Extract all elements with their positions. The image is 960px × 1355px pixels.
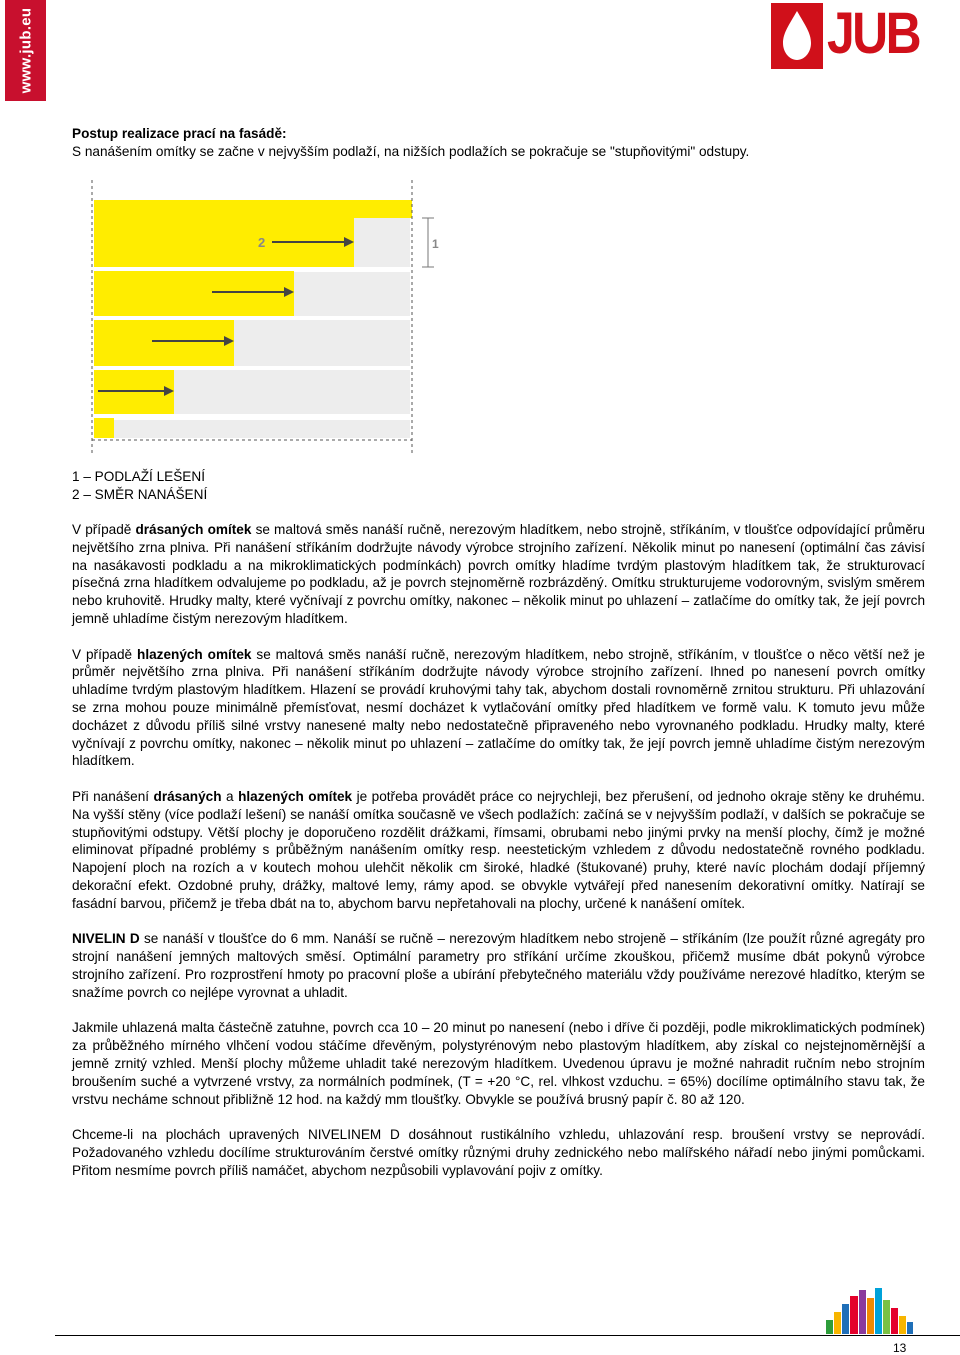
scaffold-line-3	[94, 366, 410, 370]
paragraph-smoothed: V případě hlazených omítek se maltová směs nanáší ručně, nerezovým hladítkem, nebo strojně, stříkáním, v tloušťce o něco větší než je průměr největšího zrna plniva. Při nanášení stříkáním dodržujte návody výrobce strojního zařízení. Ihned po nanesení povrch omítky uhladíme tvrdým plastovým hladítkem. Hlazení se provádí kruhovými tahy tak, abychom dostali rovnoměrně zrnitou strukturu. Při uhlazování se zrna mohou pouze minimálně přemísťovat, nesmí docházet k vytlačování omítky před hladítkem ve formě valu. K tomuto jevu může docházet z důvodu příliš silné vrstvy nanesené malty nebo nedostatečně připraveného nebo vyrovnaného podkladu. Hrudky malty, které vyčnívají z povrchu omítky, nakonec – několik minut po uhlazení – zatlačíme do omítky tak, že její povrch jemně uhladíme čistým nerezovým hladítkem.	[72, 646, 925, 769]
section-intro: S nanášením omítky se začne v nejvyšším podlaží, na nižších podlažích se pokračuje se "stupňovitými" odstupy.	[72, 143, 750, 159]
paragraph-scratched: V případě drásaných omítek se maltová směs nanáší ručně, nerezovým hladítkem, nebo strojně, stříkáním, v tloušťce odpovídající průměru největšího zrna plniva. Při nanášení stříkáním dodržujte návody výrobce strojního zařízení. Několik minut po nanesení (optimální čas závisí na nasákavosti podkladu a na mikroklimatických podmínkách) povrch omítky hladíme tvrdým plastovým hladítkem tak, že strukturovací písečná zrna hladítkem odvalujeme po podkladu, až je povrch stejnoměrně rozbrázděný. Omítku strukturujeme vodorovným, svislým směrem nebo kruhovitě. Hrudky malty, které vyčnívají z povrchu omítky, nakonec – několik minut po uhlazení – zatlačíme do omítky tak, že její povrch jemně uhladíme čistým nerezovým hladítkem.	[72, 522, 925, 626]
scaffold-line-2	[94, 316, 410, 320]
brand-name: JUB	[827, 1, 920, 66]
legend-item-direction: 2 – SMĚR NANÁŠENÍ	[72, 486, 208, 502]
floor-gray-3	[234, 320, 410, 366]
paragraph-finishing: Jakmile uhlazená malta částečně zatuhne, povrch cca 10 – 20 minut po nanesení (nebo i dříve či později, podle mikroklimatických podmínek) za průběžného mírného vlhčení vodou stáčíme dřevěným, polystyrénovým nebo plastovým hladítkem, aby získal co nejstejnoměrnější a jemně zrnitý vzhled. Menší plochy můžeme uhladit také nerezovým hladítkem. Uvedenou úpravu je možné nahradit ručním nebo strojním broušením suché a vytvrzené vrstvy, za normálních podmínek, (T = +20 °C, rel. vlhkost vzduchu. = 65%) docílíme optimálního stavu tak, že vrstvu necháme schnout přibližně 12 hod. na každý mm tloušťky. Obvykle se používá brusný papír č. 80 až 120.	[72, 1020, 925, 1107]
paragraph-nivelin: NIVELIN D se nanáší v tloušťce do 6 mm. Nanáší se ručně – nerezovým hladítkem nebo strojeně – stříkáním (lze použít různé agregáty pro strojní nanášení jemných maltových směsí. Optimální parametry pro stříkání určíme zkouškou, přičemž musíme dbát pokynů výrobce strojního zařízení. Pro rozprostření hmoty po pracovní ploše a ubírání přebytečného materiálu vždy používáme nerezové hladítko, kterým se snažíme povrch co nejlépe vyrovnat a uhladit.	[72, 931, 925, 1000]
site-url[interactable]: www.jub.eu	[17, 7, 34, 94]
floor-gray-2	[294, 272, 410, 316]
page-number: 13	[893, 1341, 907, 1355]
logo-drop-icon	[771, 3, 831, 69]
term-scratched: drásaných omítek	[135, 522, 252, 537]
scaffold-line-4	[94, 414, 410, 418]
section-title: Postup realizace prací na fasádě:	[72, 126, 287, 141]
paragraphs	[72, 521, 925, 1197]
scaffold-line-1	[94, 267, 410, 271]
floor-gray-5	[114, 420, 410, 438]
floor-gray-4	[174, 370, 410, 414]
footer-divider	[55, 1335, 960, 1336]
legend-item-scaffold: 1 – PODLAŽÍ LEŠENÍ	[72, 469, 205, 484]
paragraph-rustic: Chceme-li na plochách upravených NIVELINEM D dosáhnout rustikálního vzhledu, uhlazování resp. broušení vrstvy se neprovádí. Požadovaného vzhledu docílíme strukturováním čerstvé omítky různými druhy zednického nebo malířského nářadí nebo jinými pomůckami. Přitom nesmíme povrch příliš namáčet, abychom nezpůsobili vyplavování pojiv z omítky.	[72, 1127, 925, 1178]
footer-city-graphic	[820, 1286, 930, 1334]
plaster-top	[94, 200, 412, 218]
scaffold-diagram	[72, 178, 452, 458]
jub-logo	[771, 1, 920, 69]
document-body	[72, 125, 925, 161]
paragraph-application: Při nanášení drásaných a hlazených omítek je potřeba provádět práce co nejrychleji, bez přerušení, od jednoho okraje stěny ke druhému. Na vyšší stěny (více podlaží lešení) se nanáší omítka současně ve všech podlažích: začíná se v nejvyšším podlaží, v dalších se pokračuje se stupňovitými odstupy. Větší plochy je doporučeno rozdělit drážkami, římsami, obrubami nebo jinými prvky na menší plochy, čímž je možné eliminovat případné problémy s průběžným nanášením omítky resp. neestetickým vzhledem z důvodu nedostatečně rovného podkladu. Napojení ploch na rozích a v koutech mohou ulehčit několik cm široké, hladké (štukované) pruhy, které navíc plochám dodají příjemný dekorační efekt. Ozdobné pruhy, drážky, maltové lemy, rámy apod. se obvykle vytvářejí před nanesením dekorativní omítky. Natírají se fasádní barvou, přičemž je třeba dbát na to, abychom barvu nepřetahovali na plochy, určené k nanášení omítek.	[72, 788, 925, 911]
label-direction: 2	[258, 235, 266, 250]
diagram-legend	[72, 468, 207, 504]
product-name: NIVELIN D	[72, 931, 140, 947]
site-url-tab[interactable]	[5, 0, 46, 101]
label-floor: 1	[432, 237, 439, 251]
term-smoothed: hlazených omítek	[137, 646, 252, 662]
